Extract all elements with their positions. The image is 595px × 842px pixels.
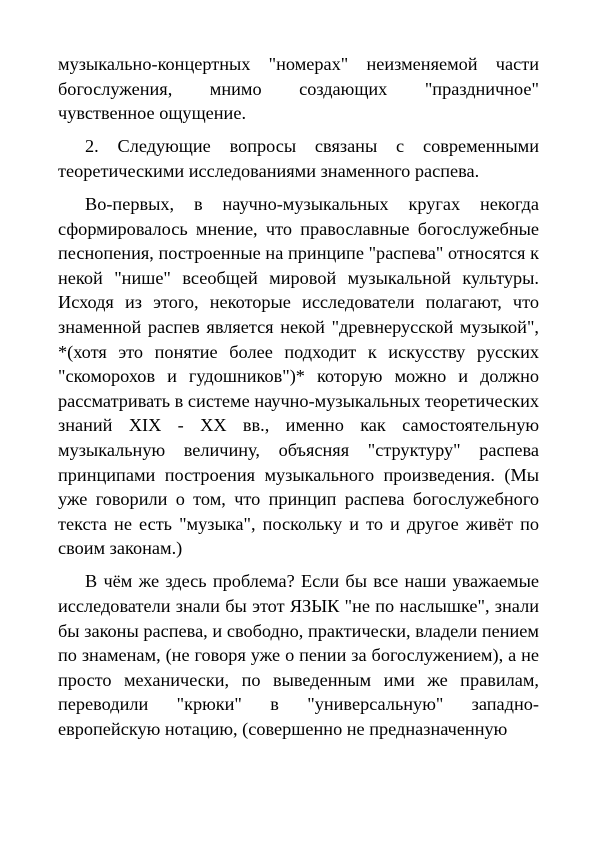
document-body [58,52,539,742]
paragraph-firstly: Во-первых, в научно-музыкальных кругах некогда сформировалось мнение, что православные богослужебные песнопения, построенные на принципе "распева" относятся к некой "нише" всеобщей мировой музыкальной культуры. Исходя из этого, некоторые исследователи полагают, что знаменной распев является некой "древнерусской музыкой", *(хотя это понятие более подходит к искусству русских "скоморохов и гудошников")* которую можно и должно рассматривать в системе научно-музыкальных теоретических знаний XIX - XX вв., именно как самостоятельную музыкальную величину, объясняя "структуру" распева принципами построения музыкального произведения. (Мы уже говорили о том, что принцип распева богослужебного текста не есть "музыка", поскольку и то и другое живёт по своим законам.) [58,193,539,559]
paragraph-point-2: 2. Следующие вопросы связаны с современными теоретическими исследованиями знаменного распева. [58,136,539,181]
paragraph-problem: В чём же здесь проблема? Если бы все наши уважаемые исследователи знали бы этот ЯЗЫК "не по наслышке", знали бы законы распева, и свободно, практически, владели пением по знаменам, (не говоря уже о пении за богослужением), а не просто механически, по выведенным ими же правилам, переводили "крюки" в "универсальную" западно-европейскую нотацию, (совершенно не предназначенную [58,571,539,739]
paragraph-continuation: музыкально-концертных "номерах" неизменяемой части богослужения, мнимо создающих "праздничное" чувственное ощущение. [58,54,539,124]
